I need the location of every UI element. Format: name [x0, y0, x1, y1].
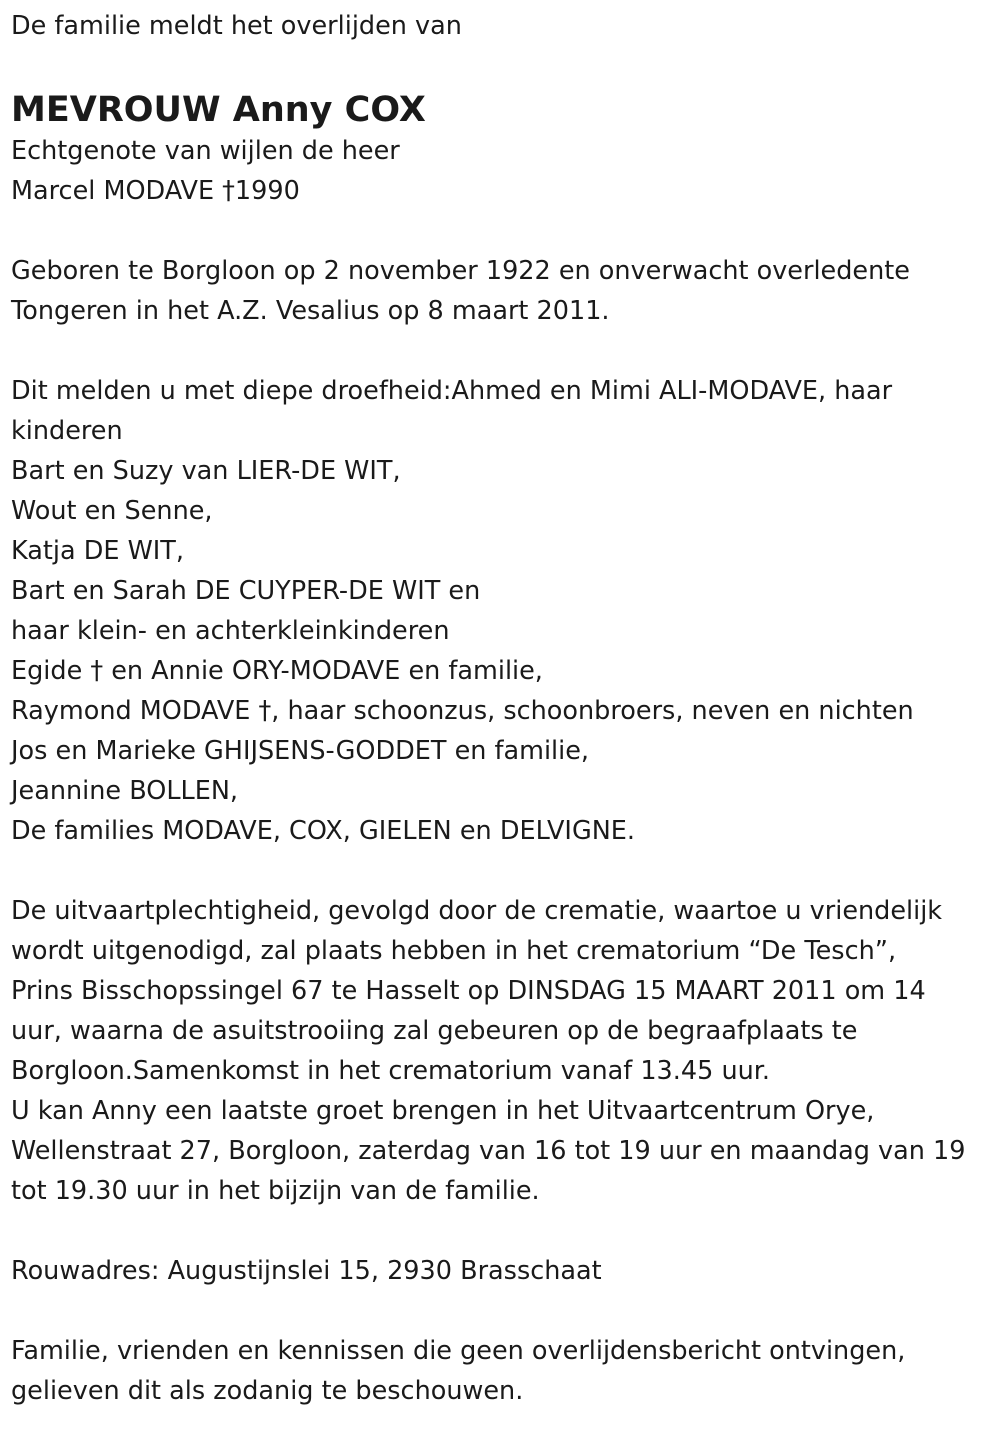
spacer	[11, 1211, 996, 1251]
death-notice	[11, 6, 996, 1411]
spacer	[11, 1291, 996, 1331]
mourners-list	[11, 371, 996, 851]
spacer	[11, 851, 996, 891]
closing-line: gelieven dit als zodanig te beschouwen.	[11, 1376, 524, 1406]
mourner-line: Raymond MODAVE †, haar schoonzus, schoonbroers, neven en nichten	[11, 696, 914, 726]
birth-line: Geboren te Borgloon op 2 november 1922 en onverwacht overledente	[11, 256, 910, 286]
mourner-line: Egide † en Annie ORY-MODAVE en familie,	[11, 656, 543, 686]
mourning-address: Rouwadres: Augustijnslei 15, 2930 Brasschaat	[11, 1256, 602, 1286]
birth-paragraph	[11, 251, 996, 331]
mourner-line: De families MODAVE, COX, GIELEN en DELVIGNE.	[11, 816, 635, 846]
ceremony-line: Prins Bisschopssingel 67 te Hasselt op DINSDAG 15 MAART 2011 om 14	[11, 976, 926, 1006]
ceremony-line: U kan Anny een laatste groet brengen in het Uitvaartcentrum Orye,	[11, 1096, 875, 1126]
ceremony-line: tot 19.30 uur in het bijzijn van de familie.	[11, 1176, 540, 1206]
ceremony-line: uur, waarna de asuitstrooiing zal gebeuren op de begraafplaats te	[11, 1016, 858, 1046]
closing-line: Familie, vrienden en kennissen die geen overlijdensbericht ontvingen,	[11, 1336, 906, 1366]
mourner-line: kinderen	[11, 416, 123, 446]
intro-text: De familie meldt het overlijden van	[11, 11, 462, 41]
ceremony-line: De uitvaartplechtigheid, gevolgd door de crematie, waartoe u vriendelijk	[11, 896, 943, 926]
mourner-line: Jeannine BOLLEN,	[11, 776, 239, 806]
ceremony-line: wordt uitgenodigd, zal plaats hebben in het crematorium “De Tesch”,	[11, 936, 897, 966]
mourner-line: Dit melden u met diepe droefheid:Ahmed en Mimi ALI-MODAVE, haar	[11, 376, 893, 406]
ceremony-paragraph	[11, 891, 996, 1211]
spacer	[11, 331, 996, 371]
closing-paragraph	[11, 1331, 996, 1411]
mourner-line: Bart en Sarah DE CUYPER-DE WIT en	[11, 576, 481, 606]
mourner-line: haar klein- en achterkleinkinderen	[11, 616, 450, 646]
ceremony-line: Borgloon.Samenkomst in het crematorium vanaf 13.45 uur.	[11, 1056, 771, 1086]
deceased-name: MEVROUW Anny COX	[11, 90, 426, 130]
mourner-line: Bart en Suzy van LIER-DE WIT,	[11, 456, 401, 486]
mourner-line: Katja DE WIT,	[11, 536, 184, 566]
mourner-line: Wout en Senne,	[11, 496, 213, 526]
spouse-line-2: Marcel MODAVE †1990	[11, 176, 300, 206]
spouse-line-1: Echtgenote van wijlen de heer	[11, 136, 400, 166]
ceremony-line: Wellenstraat 27, Borgloon, zaterdag van 16 tot 19 uur en maandag van 19	[11, 1136, 966, 1166]
mourner-line: Jos en Marieke GHIJSENS-GODDET en familie,	[11, 736, 590, 766]
spacer	[11, 211, 996, 251]
birth-line: Tongeren in het A.Z. Vesalius op 8 maart 2011.	[11, 296, 610, 326]
